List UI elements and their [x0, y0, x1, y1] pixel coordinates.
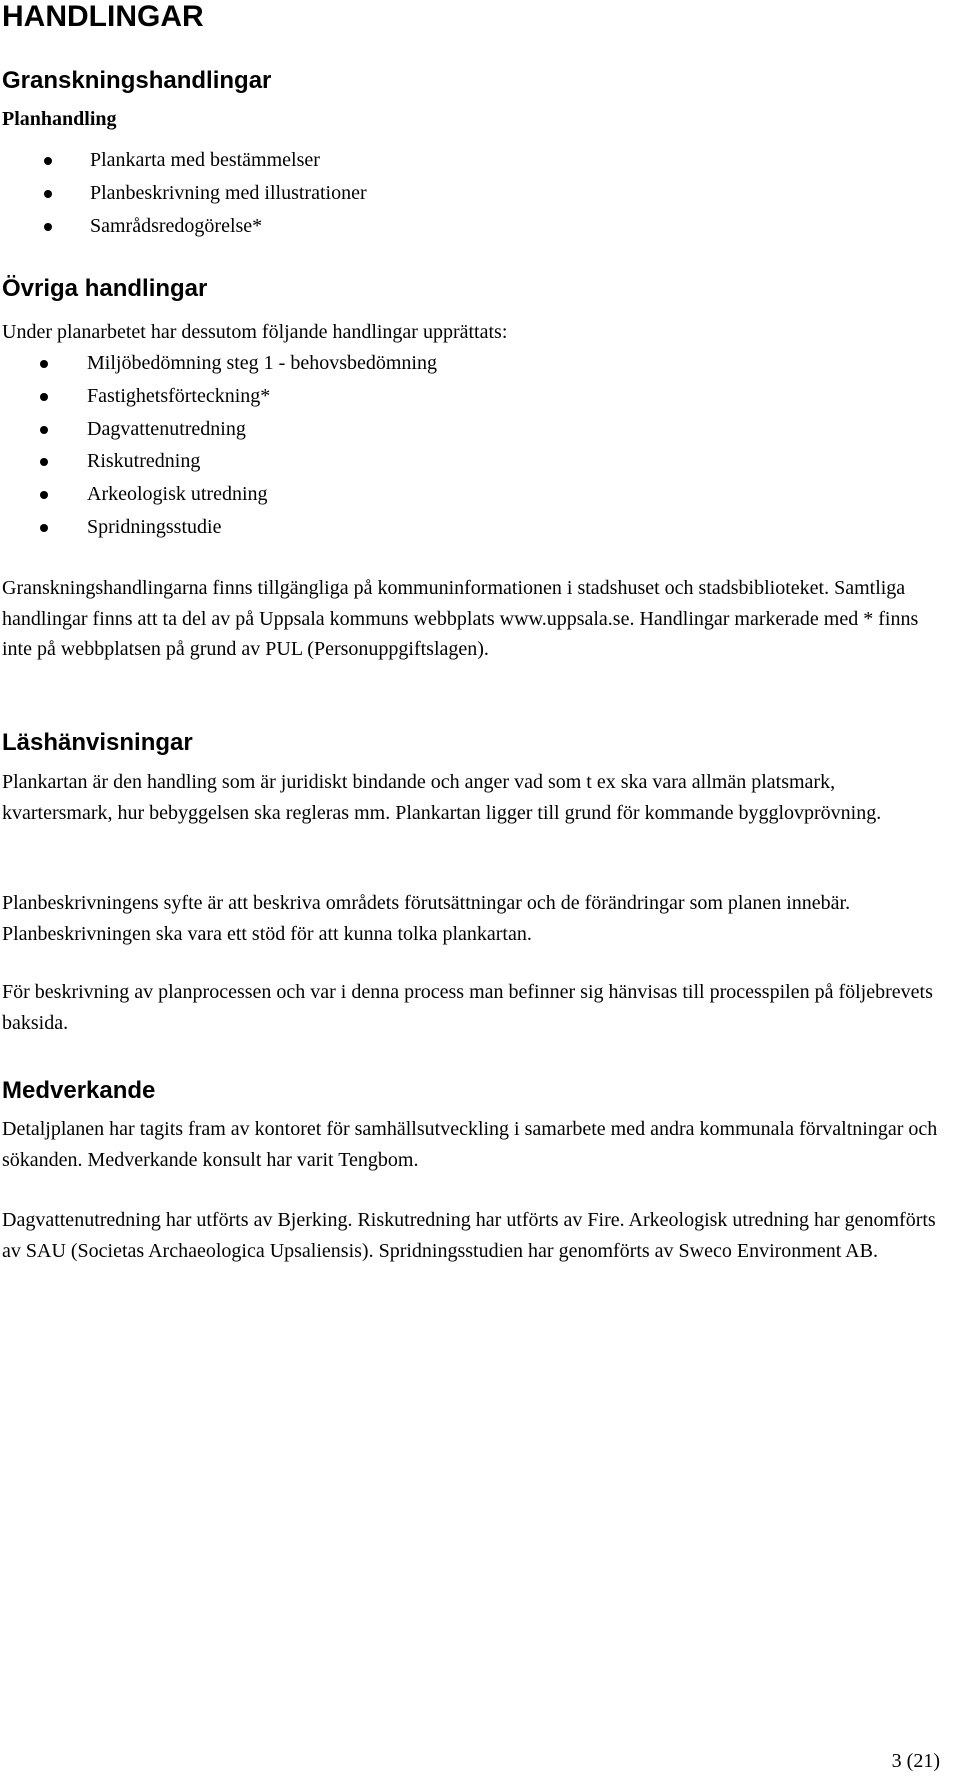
- list-item: Dagvattenutredning: [0, 413, 437, 446]
- lashanvisningar-paragraph: Plankartan är den handling som är juridiskt bindande och anger vad som t ex ska vara allmän platsmark, kvartersmark, hur bebyggelsen ska regleras mm. Plankartan ligger till grund för kommande bygglovprövning.: [2, 771, 882, 824]
- planhandling-subheading: Planhandling: [2, 108, 117, 130]
- lashanvisningar-paragraph: Planbeskrivningens syfte är att beskriva områdets förutsättningar och de förändringar som planen innebär. Planbeskrivningen ska vara ett stöd för att kunna tolka plankartan.: [2, 892, 851, 945]
- list-item: Samrådsredogörelse*: [0, 210, 367, 243]
- bullet-icon: [44, 157, 52, 165]
- bullet-icon: [44, 223, 52, 231]
- list-item: Plankarta med bestämmelser: [0, 144, 367, 177]
- list-item: Arkeologisk utredning: [0, 478, 437, 511]
- list-item: Spridningsstudie: [0, 511, 437, 544]
- bullet-icon: [40, 360, 48, 368]
- medverkande-paragraph: Detaljplanen har tagits fram av kontoret för samhällsutveckling i samarbete med andra kommunala förvaltningar och sökanden. Medverkande konsult har varit Tengbom.: [2, 1118, 938, 1171]
- bullet-icon: [40, 458, 48, 466]
- medverkande-heading: Medverkande: [2, 1077, 156, 1104]
- bullet-icon: [44, 190, 52, 198]
- granskningshandlingar-heading: Granskningshandlingar: [2, 67, 272, 94]
- bullet-icon: [40, 393, 48, 401]
- list-item: Riskutredning: [0, 445, 437, 478]
- page-number: 3 (21): [891, 1750, 940, 1772]
- lashanvisningar-heading: Läshänvisningar: [2, 729, 193, 756]
- availability-paragraph: Granskningshandlingarna finns tillgängliga på kommuninformationen i stadshuset och stadsbiblioteket. Samtliga handlingar finns att ta del av på Uppsala kommuns webbplats www.uppsala.se. Handlingar markerade med * finns inte på webbplatsen på grund av PUL (Personuppgiftslagen).: [2, 577, 919, 660]
- ovriga-list: [0, 347, 437, 544]
- bullet-icon: [40, 524, 48, 532]
- list-item: Miljöbedömning steg 1 - behovsbedömning: [0, 347, 437, 380]
- page-heading: HANDLINGAR: [2, 0, 204, 33]
- list-item: Planbeskrivning med illustrationer: [0, 177, 367, 210]
- bullet-icon: [40, 491, 48, 499]
- ovriga-intro: Under planarbetet har dessutom följande handlingar upprättats:: [2, 321, 508, 343]
- ovriga-handlingar-heading: Övriga handlingar: [2, 275, 208, 302]
- list-item: Fastighetsförteckning*: [0, 380, 437, 413]
- medverkande-paragraph: Dagvattenutredning har utförts av Bjerking. Riskutredning har utförts av Fire. Arkeologisk utredning har genomförts av SAU (Societas Archaeologica Upsaliensis). Spridningsstudien har genomförts av Sweco Environment AB.: [2, 1209, 936, 1262]
- bullet-icon: [40, 426, 48, 434]
- planhandling-list: [0, 144, 367, 242]
- lashanvisningar-paragraph: För beskrivning av planprocessen och var i denna process man befinner sig hänvisas till processpilen på följebrevets baksida.: [2, 981, 933, 1034]
